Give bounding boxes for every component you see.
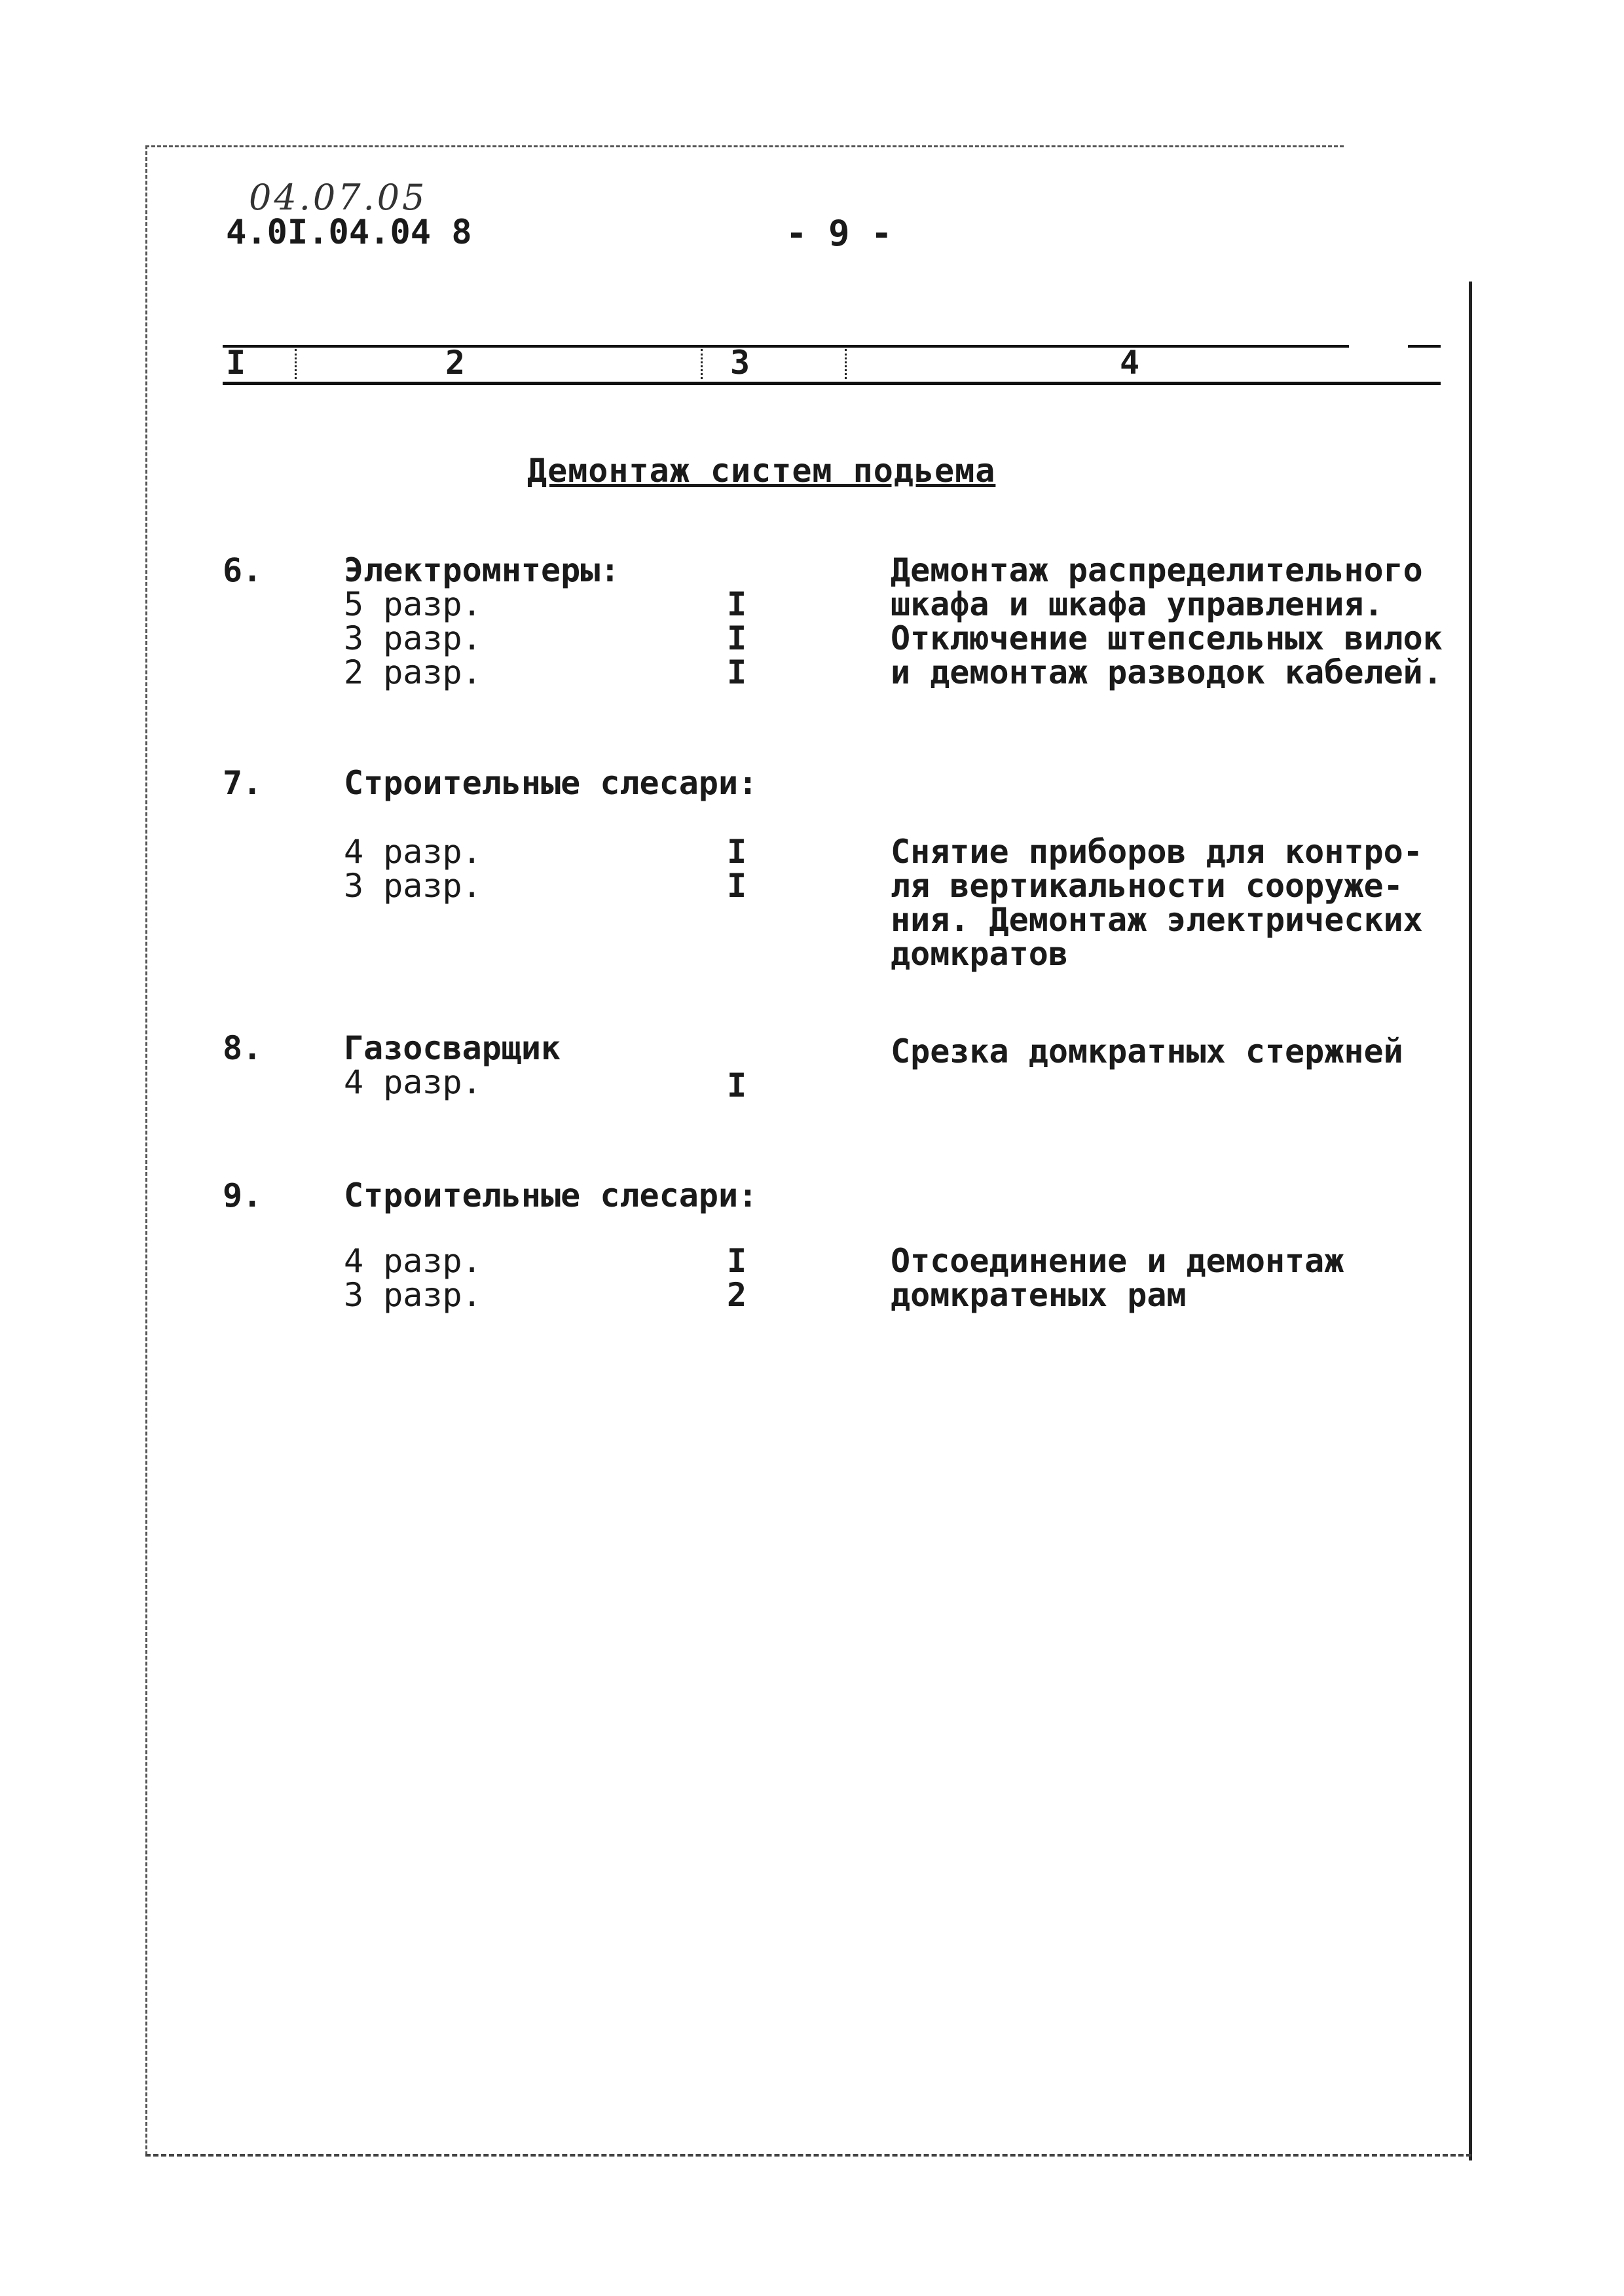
item-count: I (727, 1242, 747, 1280)
item-count: I (727, 867, 747, 905)
item-grade: 2 разр. (344, 653, 482, 691)
frame-bottom-border (145, 2154, 1471, 2157)
column-number-2: 2 (445, 344, 466, 382)
frame-right-border (1469, 282, 1472, 2160)
item-title: Строительные слесари: (344, 764, 758, 802)
item-number: 6. (223, 551, 263, 589)
document-code: 4.0I.04.04 8 (226, 213, 472, 252)
item-description-line: Демонтаж распределительного (891, 551, 1423, 589)
page-number: - 9 - (786, 213, 893, 254)
column-separator (845, 349, 847, 379)
header-rule-bottom (223, 382, 1441, 385)
item-description-line: домкратов (891, 935, 1068, 973)
item-description-line: Отключение штепсельных вилок (891, 619, 1443, 657)
column-number-1: I (226, 344, 246, 382)
header-rule-top-end (1408, 345, 1441, 348)
item-grade: 5 разр. (344, 585, 482, 623)
item-grade: 4 разр. (344, 833, 482, 871)
item-grade: 4 разр. (344, 1242, 482, 1280)
item-number: 7. (223, 764, 263, 802)
item-description-line: ния. Демонтаж электрических (891, 901, 1423, 939)
item-count: I (727, 833, 747, 871)
item-grade: 3 разр. (344, 867, 482, 905)
handwritten-code: 04.07.05 (249, 177, 428, 218)
item-grade: 3 разр. (344, 1276, 482, 1314)
item-description-line: шкафа и шкафа управления. (891, 585, 1384, 623)
item-count: I (727, 585, 747, 623)
item-title: Электромнтеры: (344, 551, 620, 589)
item-description-line: ля вертикальности сооруже- (891, 867, 1403, 905)
item-description-line: домкратеных рам (891, 1276, 1187, 1314)
item-number: 8. (223, 1029, 263, 1067)
item-count: I (727, 653, 747, 691)
frame-top-border (145, 145, 1344, 147)
item-description-line: Отсоединение и демонтаж (891, 1242, 1344, 1280)
item-description-line: и демонтаж разводок кабелей. (891, 653, 1443, 691)
column-separator (701, 349, 703, 379)
item-grade: 3 разр. (344, 619, 482, 657)
item-title: Строительные слесари: (344, 1176, 758, 1214)
item-description-line: Срезка домкратных стержней (891, 1032, 1403, 1070)
column-number-3: 3 (730, 344, 750, 382)
item-count: I (727, 619, 747, 657)
column-number-header (223, 344, 1441, 383)
section-title: Демонтаж систем подьема (527, 452, 996, 490)
item-count: I (727, 1066, 747, 1104)
frame-left-border (145, 145, 147, 2155)
item-count: 2 (727, 1276, 747, 1314)
item-description-line: Снятие приборов для контро- (891, 833, 1423, 871)
header-rule-top (223, 345, 1349, 348)
item-number: 9. (223, 1176, 263, 1214)
column-number-4: 4 (1120, 344, 1140, 382)
column-separator (295, 349, 297, 379)
item-grade: 4 разр. (344, 1063, 482, 1101)
item-title: Газосварщик (344, 1029, 561, 1067)
